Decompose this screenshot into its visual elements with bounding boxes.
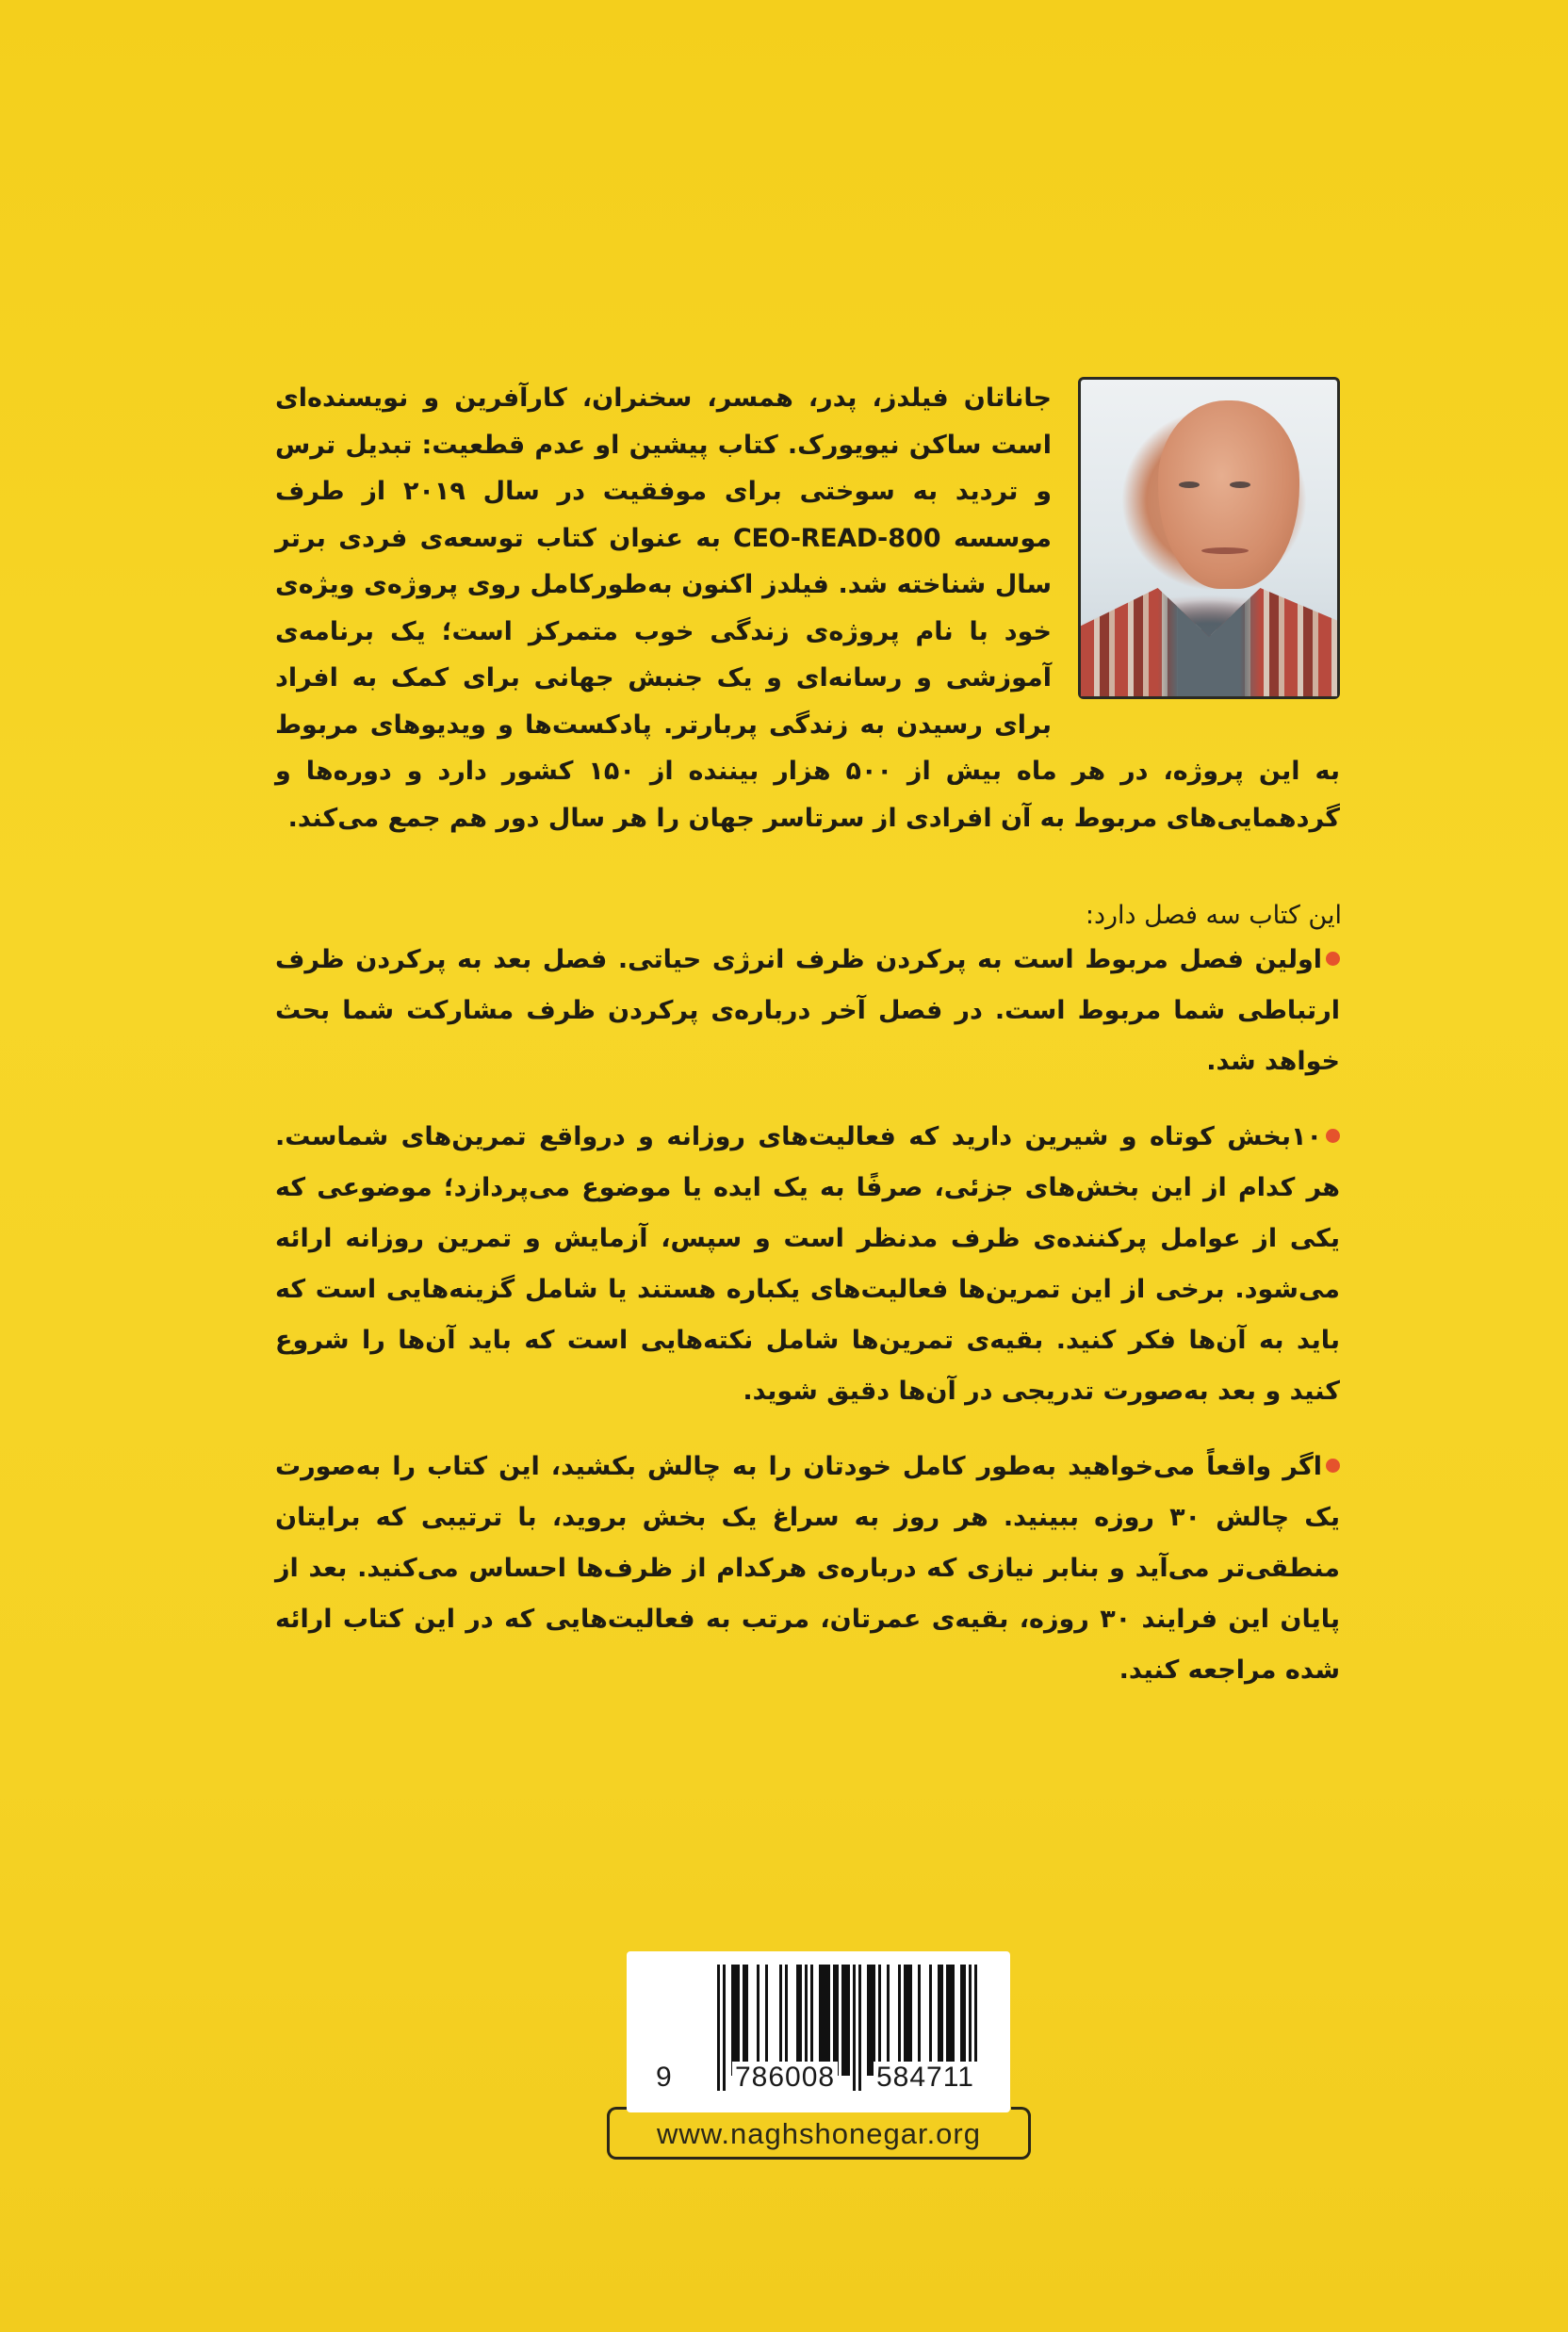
author-bio [275,375,1340,841]
bullet-text: اولین فصل مربوط است به پرکردن ظرف انرژی حیاتی. فصل بعد به پرکردن ظرف ارتباطی شما مربوط است. در فصل آخر درباره‌ی پرکردن ظرف مشارکت شما بحث خواهد شد. [275,945,1340,1076]
isbn-group-left: 786008 [732,2062,838,2094]
bio-line: رسیدن به زندگی پربارتر. پادکست‌ها و ویدیوهای مربوط به این پروژه، [275,709,1340,786]
isbn-barcode [627,1951,1010,2112]
isbn-group-right: 584711 [874,2062,977,2094]
bio-line: برای موفقیت در سال ۲۰۱۹ از طرف موسسه 800-CEO-READ به [275,477,1052,553]
bio-line: سرتاسر جهان را هر سال دور هم جمع می‌کند. [287,803,865,833]
bullet-dot-icon [1326,952,1340,966]
publisher-url-frame [607,2107,1031,2160]
author-photo-shirt [1081,588,1337,696]
bio-line: نیویورک. کتاب پیشین او عدم قطعیت: تبدیل ترس و تردید به سوختی [275,430,1052,506]
isbn-digits [627,2062,1010,2099]
bio-line: در هر ماه بیش از ۵۰۰ هزار بیننده از ۱۵۰ کشور دارد و دوره‌ها و گردهمایی‌های مربوط به آن افرادی از [275,757,1340,833]
author-photo-face [1158,400,1299,589]
bullet-text: اگر واقعاً می‌خواهید به‌طور کامل خودتان را به چالش بکشید، این کتاب را به‌صورت یک چالش ۳۰ روزه ببینید. هر روز به سراغ یک بخش بروید، با ترتیبی که برایتان منطقی‌تر می‌آید و بنابر نیازی که درباره‌ی هرکدام از ظرف‌ها احساس می‌کنید. بعد از پایان این فرایند ۳۰ روزه، بقیه‌ی عمرتان، مرتب به فعالیت‌هایی که در این کتاب ارائه شده مراجعه کنید. [275,1452,1340,1685]
bullet-text: ۱۰بخش کوتاه و شیرین دارید که فعالیت‌های روزانه و درواقع تمرین‌های شماست. هر کدام از این بخش‌های جزئی، صرفًا به یک ایده یا موضوع می‌پردازد؛ موضوعی که یکی از عوامل پرکننده‌ی ظرف مدنظر است و سپس، آزمایش و تمرین روزانه ارائه می‌شود. برخی از این تمرین‌ها فعالیت‌های یکباره هستند یا شامل گزینه‌هایی است که باید به آن‌ها فکر کنید. بقیه‌ی تمرین‌ها شامل نکته‌هایی است که باید آن‌ها را شروع کنید و بعد به‌صورت تدریجی در آن‌ها دقیق شوید. [275,1122,1340,1406]
chapters-intro: این کتاب سه فصل دارد: [1085,901,1342,930]
author-photo-eye [1230,481,1250,488]
author-photo-eye [1179,481,1200,488]
bullet-item [275,1442,1340,1696]
bullet-item [275,1112,1340,1417]
bio-line: عنوان کتاب توسعه‌ی فردی برتر سال شناخته شد. فیلدز اکنون به‌طورکامل [275,523,1052,599]
publisher-url[interactable]: www.naghshonegar.org [656,2117,981,2150]
bullet-dot-icon [1326,1129,1340,1143]
bio-line: روی پروژه‌ی ویژه‌ی خود با نام پروژه‌ی زندگی خوب متمرکز است؛ یک [275,570,1052,646]
author-photo-mouth [1201,547,1249,554]
bio-line: برنامه‌ی آموزشی و رسانه‌ای و یک جنبش جهانی برای کمک به افراد برای [275,616,1052,740]
isbn-first-digit: 9 [653,2062,676,2094]
bio-line: جاناتان فیلدز، پدر، همسر، سخنران، کارآفرین و نویسنده‌ای است ساکن [275,383,1052,460]
chapter-bullet-list [275,935,1340,1720]
author-photo [1078,377,1340,699]
bullet-item [275,935,1340,1087]
bullet-dot-icon [1326,1459,1340,1473]
